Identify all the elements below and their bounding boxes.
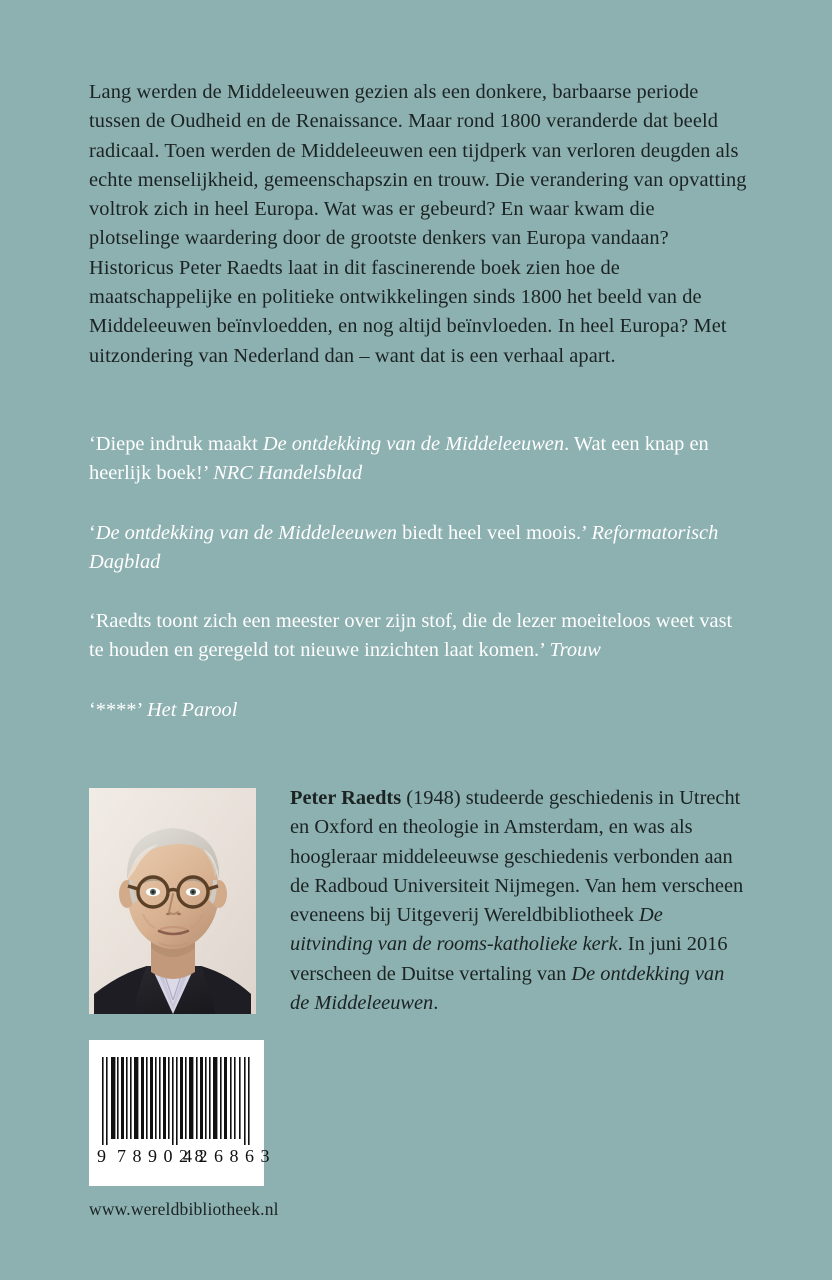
barcode-group-2: 426863 xyxy=(183,1146,276,1166)
press-quote xyxy=(89,519,747,578)
blurb-paragraph-1: Lang werden de Middeleeuwen gezien als een donkere, barbaarse periode tussen de Oudheid en de Renaissance. Maar rond 1800 veranderde dat beeld radicaal. Toen werden de Middeleeuwen een tijdperk van verloren deugden als echte menselijkheid, gemeenschapszin en trouw. Die verandering van opvatting voltrok zich in heel Europa. Wat was er gebeurd? En waar kwam die plotselinge waardering door de grootste denkers van Europa vandaan? xyxy=(89,81,747,250)
barcode-bars xyxy=(100,1057,253,1145)
author-portrait-photo xyxy=(89,788,256,1014)
publisher-website-url: www.wereldbibliotheek.nl xyxy=(89,1199,279,1219)
quote-book-title: De ontdekking van de Middeleeuwen xyxy=(262,433,565,455)
barcode-number xyxy=(97,1143,276,1169)
author-portrait-illustration xyxy=(89,788,256,1014)
blurb-paragraph-2: Historicus Peter Raedts laat in dit fascinerende boek zien hoe de maatschappelijke en politieke ontwikkelingen sinds 1800 het beeld van de Middeleeuwen beïnvloedden, en nog altijd beïnvloeden. In heel Europa? Met uitzondering van Nederland dan – want dat is een verhaal apart. xyxy=(89,256,727,367)
author-bio-paragraph xyxy=(290,784,746,1018)
barcode-lead-digit: 9 xyxy=(97,1146,107,1166)
barcode-bars-graphic xyxy=(100,1057,253,1145)
press-quote xyxy=(89,696,747,725)
quote-source: Het Parool xyxy=(146,698,238,721)
author-name: Peter Raedts xyxy=(290,787,402,809)
quote-text-after: . Wat een knap en heerlijk boek!’ xyxy=(89,433,709,485)
quote-text-before: ‘Diepe indruk maakt xyxy=(89,433,263,455)
blurb-text xyxy=(89,78,747,371)
quote-source: Trouw xyxy=(549,639,601,662)
author-bio xyxy=(290,784,746,1018)
author-book-title-2: De ontdekking van de Middeleeuwen xyxy=(290,962,725,1015)
author-bio-part-3: . xyxy=(433,992,439,1015)
press-quotes xyxy=(89,430,747,725)
barcode-group-1: 789028 xyxy=(117,1146,210,1166)
isbn-barcode xyxy=(89,1040,276,1186)
quote-source: Reformatorisch Dagblad xyxy=(89,521,719,573)
quote-text-before: ‘****’ xyxy=(89,698,147,721)
quote-book-title: De ontdekking van de Middeleeuwen xyxy=(95,521,398,544)
press-quote xyxy=(89,430,747,489)
quote-source: NRC Handelsblad xyxy=(213,462,363,485)
author-bio-part-1: (1948) studeerde geschiedenis in Utrecht en Oxford en theologie in Amsterdam, en was als hoogleraar middeleeuwse geschiedenis verbonden aan de Radboud Universiteit Nijmegen. Van hem verscheen eveneens bij Uitgeverij Wereldbibliotheek xyxy=(290,787,744,927)
quote-text-after: biedt heel veel moois.’ xyxy=(397,521,592,544)
press-quote xyxy=(89,607,747,666)
author-book-title-1: De uitvinding van de rooms-katholieke kerk xyxy=(290,904,663,956)
quote-text-before: ‘Raedts toont zich een meester over zijn stof, die de lezer moeiteloos weet vast te houden en geregeld tot nieuwe inzichten laat komen.’ xyxy=(89,610,733,662)
author-bio-part-2: . In juni 2016 verscheen de Duitse vertaling van xyxy=(290,933,728,985)
quote-text-before: ‘ xyxy=(89,521,96,544)
